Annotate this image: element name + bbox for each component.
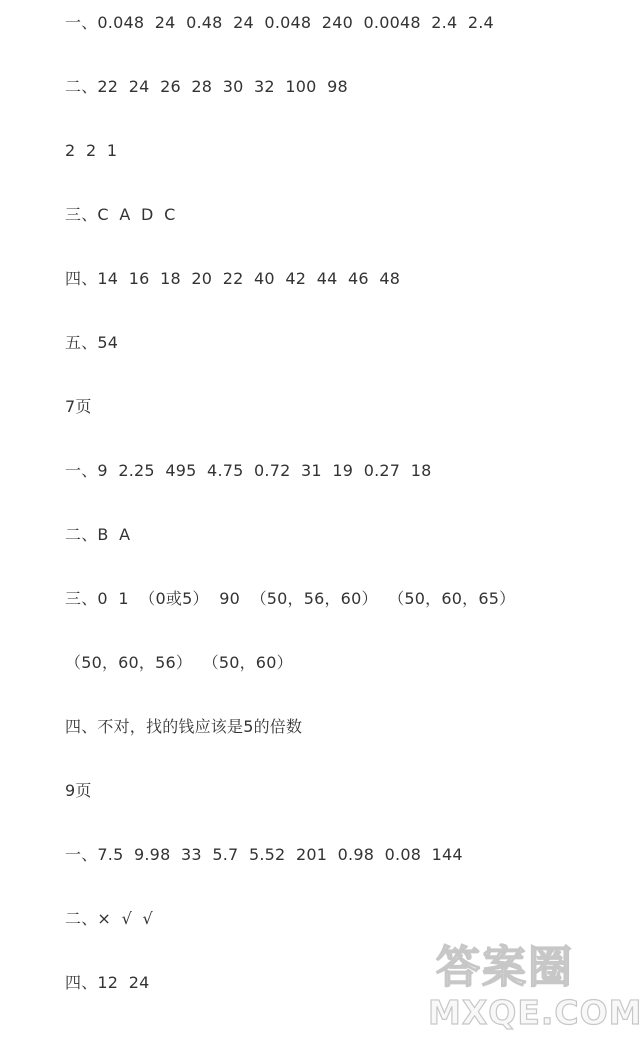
answer-line: 四、不对，找的钱应该是5的倍数 [65,717,303,736]
answer-line: 三、C A D C [65,205,176,224]
answer-line: 二、× √ √ [65,909,153,928]
answer-line: 三、0 1 （0或5） 90 （50，56，60） （50，60，65） [65,589,516,608]
answer-line: 2 2 1 [65,141,118,160]
answer-line: 一、7.5 9.98 33 5.7 5.52 201 0.98 0.08 144 [65,845,463,864]
answer-line: 四、12 24 [65,973,150,992]
answer-line: 二、B A [65,525,131,544]
page-heading: 9页 [65,781,92,800]
answer-line: 一、0.048 24 0.48 24 0.048 240 0.0048 2.4 2.4 [65,13,494,32]
watermark-domain: MXQE.COM [428,993,643,1032]
watermark-logo [428,942,643,1035]
watermark-title: 答案圈 [436,942,574,993]
answer-line: 四、14 16 18 20 22 40 42 44 46 48 [65,269,401,288]
answer-line: 一、9 2.25 495 4.75 0.72 31 19 0.27 18 [65,461,432,480]
answer-line: 五、54 [65,333,119,352]
page-heading: 7页 [65,397,92,416]
answer-line: 二、22 24 26 28 30 32 100 98 [65,77,348,96]
answer-line: （50，60，56） （50，60） [65,653,293,672]
